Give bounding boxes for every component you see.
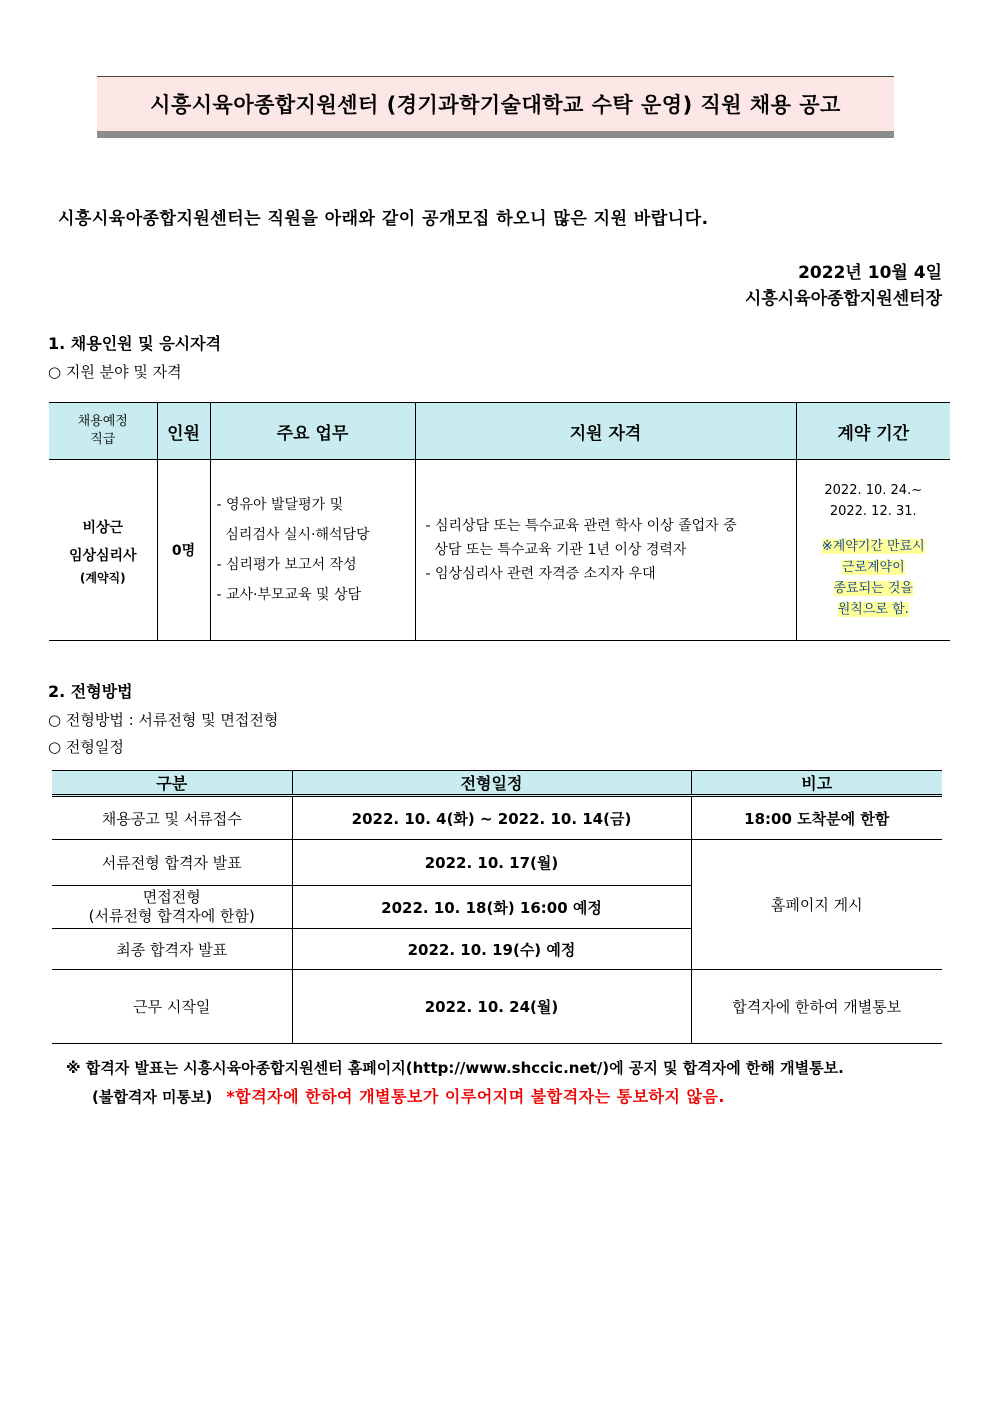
header-position bbox=[49, 403, 157, 460]
row-schedule: 2022. 10. 18(화) 16:00 예정 bbox=[292, 886, 691, 929]
table-row bbox=[52, 796, 942, 840]
header-note: 비고 bbox=[691, 771, 942, 796]
announcement-date: 2022년 10월 4일 bbox=[798, 263, 942, 283]
position-cell bbox=[49, 460, 157, 641]
header-position-line1: 채용예정 bbox=[77, 414, 128, 429]
position-row bbox=[49, 460, 950, 641]
header-position-line2: 직급 bbox=[90, 432, 116, 447]
row-schedule: 2022. 10. 24(월) bbox=[292, 970, 691, 1044]
period-note-line: 근로계약이 bbox=[841, 560, 905, 575]
position-table bbox=[49, 402, 950, 641]
row-category: 서류전형 합격자 발표 bbox=[52, 840, 292, 886]
page-title: 시흥시육아종합지원센터 (경기과학기술대학교 수탁 운영) 직원 채용 공고 bbox=[97, 76, 894, 138]
qualification-item: 상담 또는 특수교육 기관 1년 이상 경력자 bbox=[425, 542, 687, 558]
qualification-item: - 심리상담 또는 특수교육 관련 학사 이상 졸업자 중 bbox=[425, 518, 737, 534]
row-category: 근무 시작일 bbox=[52, 970, 292, 1044]
notice-line2-text: (불합격자 미통보) bbox=[92, 1088, 213, 1106]
position-line2: 임상심리사 bbox=[68, 548, 137, 564]
header-duties: 주요 업무 bbox=[210, 403, 415, 460]
row-category bbox=[52, 886, 292, 929]
position-type: (계약직) bbox=[79, 571, 126, 585]
row-category: 채용공고 및 서류접수 bbox=[52, 796, 292, 840]
notice-line2 bbox=[92, 1084, 725, 1107]
header-category: 구분 bbox=[52, 771, 292, 796]
schedule-table-header bbox=[52, 771, 942, 796]
notice-red-text: *합격자에 한하여 개별통보가 이루어지며 불합격자는 통보하지 않음. bbox=[226, 1087, 726, 1106]
duty-item: - 교사·부모교육 및 상담 bbox=[216, 587, 362, 603]
period-note-line: 원칙으로 함. bbox=[837, 602, 909, 617]
header-period: 계약 기간 bbox=[796, 403, 950, 460]
row-note: 18:00 도착분에 한함 bbox=[691, 796, 942, 840]
row-schedule: 2022. 10. 4(화) ~ 2022. 10. 14(금) bbox=[292, 796, 691, 840]
header-schedule: 전형일정 bbox=[292, 771, 691, 796]
section2-sub2: ○ 전형일정 bbox=[48, 738, 124, 756]
issuer: 시흥시육아종합지원센터장 bbox=[744, 289, 942, 309]
headcount: 0명 bbox=[157, 460, 210, 641]
row-schedule: 2022. 10. 19(수) 예정 bbox=[292, 929, 691, 970]
row-note: 홈페이지 게시 bbox=[691, 840, 942, 970]
schedule-table bbox=[52, 770, 942, 1044]
position-line1: 비상근 bbox=[82, 520, 124, 536]
row-category-main: 면접전형 bbox=[142, 888, 201, 906]
duty-item: - 심리평가 보고서 작성 bbox=[216, 557, 357, 573]
table-row bbox=[52, 970, 942, 1044]
row-category-sub: (서류전형 합격자에 한함) bbox=[88, 907, 255, 925]
table-row bbox=[52, 840, 942, 886]
period-note-line: 종료되는 것을 bbox=[833, 581, 913, 596]
row-category: 최종 합격자 발표 bbox=[52, 929, 292, 970]
intro-text: 시흥시육아종합지원센터는 직원을 아래와 같이 공개모집 하오니 많은 지원 바랍니다. bbox=[58, 209, 709, 229]
duty-item: - 영유아 발달평가 및 bbox=[216, 497, 344, 513]
row-note: 합격자에 한하여 개별통보 bbox=[691, 970, 942, 1044]
period-cell bbox=[796, 460, 950, 641]
period-end: 2022. 12. 31. bbox=[829, 504, 917, 519]
duties-cell bbox=[210, 460, 415, 641]
section1-sub: ○ 지원 분야 및 자격 bbox=[48, 363, 182, 381]
section2-heading: 2. 전형방법 bbox=[48, 682, 133, 701]
header-count: 인원 bbox=[157, 403, 210, 460]
section1-heading: 1. 채용인원 및 응시자격 bbox=[48, 334, 222, 353]
row-schedule: 2022. 10. 17(월) bbox=[292, 840, 691, 886]
period-note-line: ※계약기간 만료시 bbox=[821, 539, 925, 554]
notice-line1: ※ 합격자 발표는 시흥시육아종합지원센터 홈페이지(http://www.shccic.net/)에 공지 및 합격자에 한해 개별통보. bbox=[66, 1059, 844, 1077]
header-qualification: 지원 자격 bbox=[415, 403, 796, 460]
qualification-cell bbox=[415, 460, 796, 641]
section2-sub1: ○ 전형방법 : 서류전형 및 면접전형 bbox=[48, 711, 279, 729]
duty-item: 심리검사 실시·해석담당 bbox=[216, 527, 370, 543]
period-start: 2022. 10. 24.~ bbox=[824, 483, 923, 498]
qualification-item: - 임상심리사 관련 자격증 소지자 우대 bbox=[425, 566, 656, 582]
period-note bbox=[797, 536, 951, 620]
position-table-header bbox=[49, 403, 950, 460]
